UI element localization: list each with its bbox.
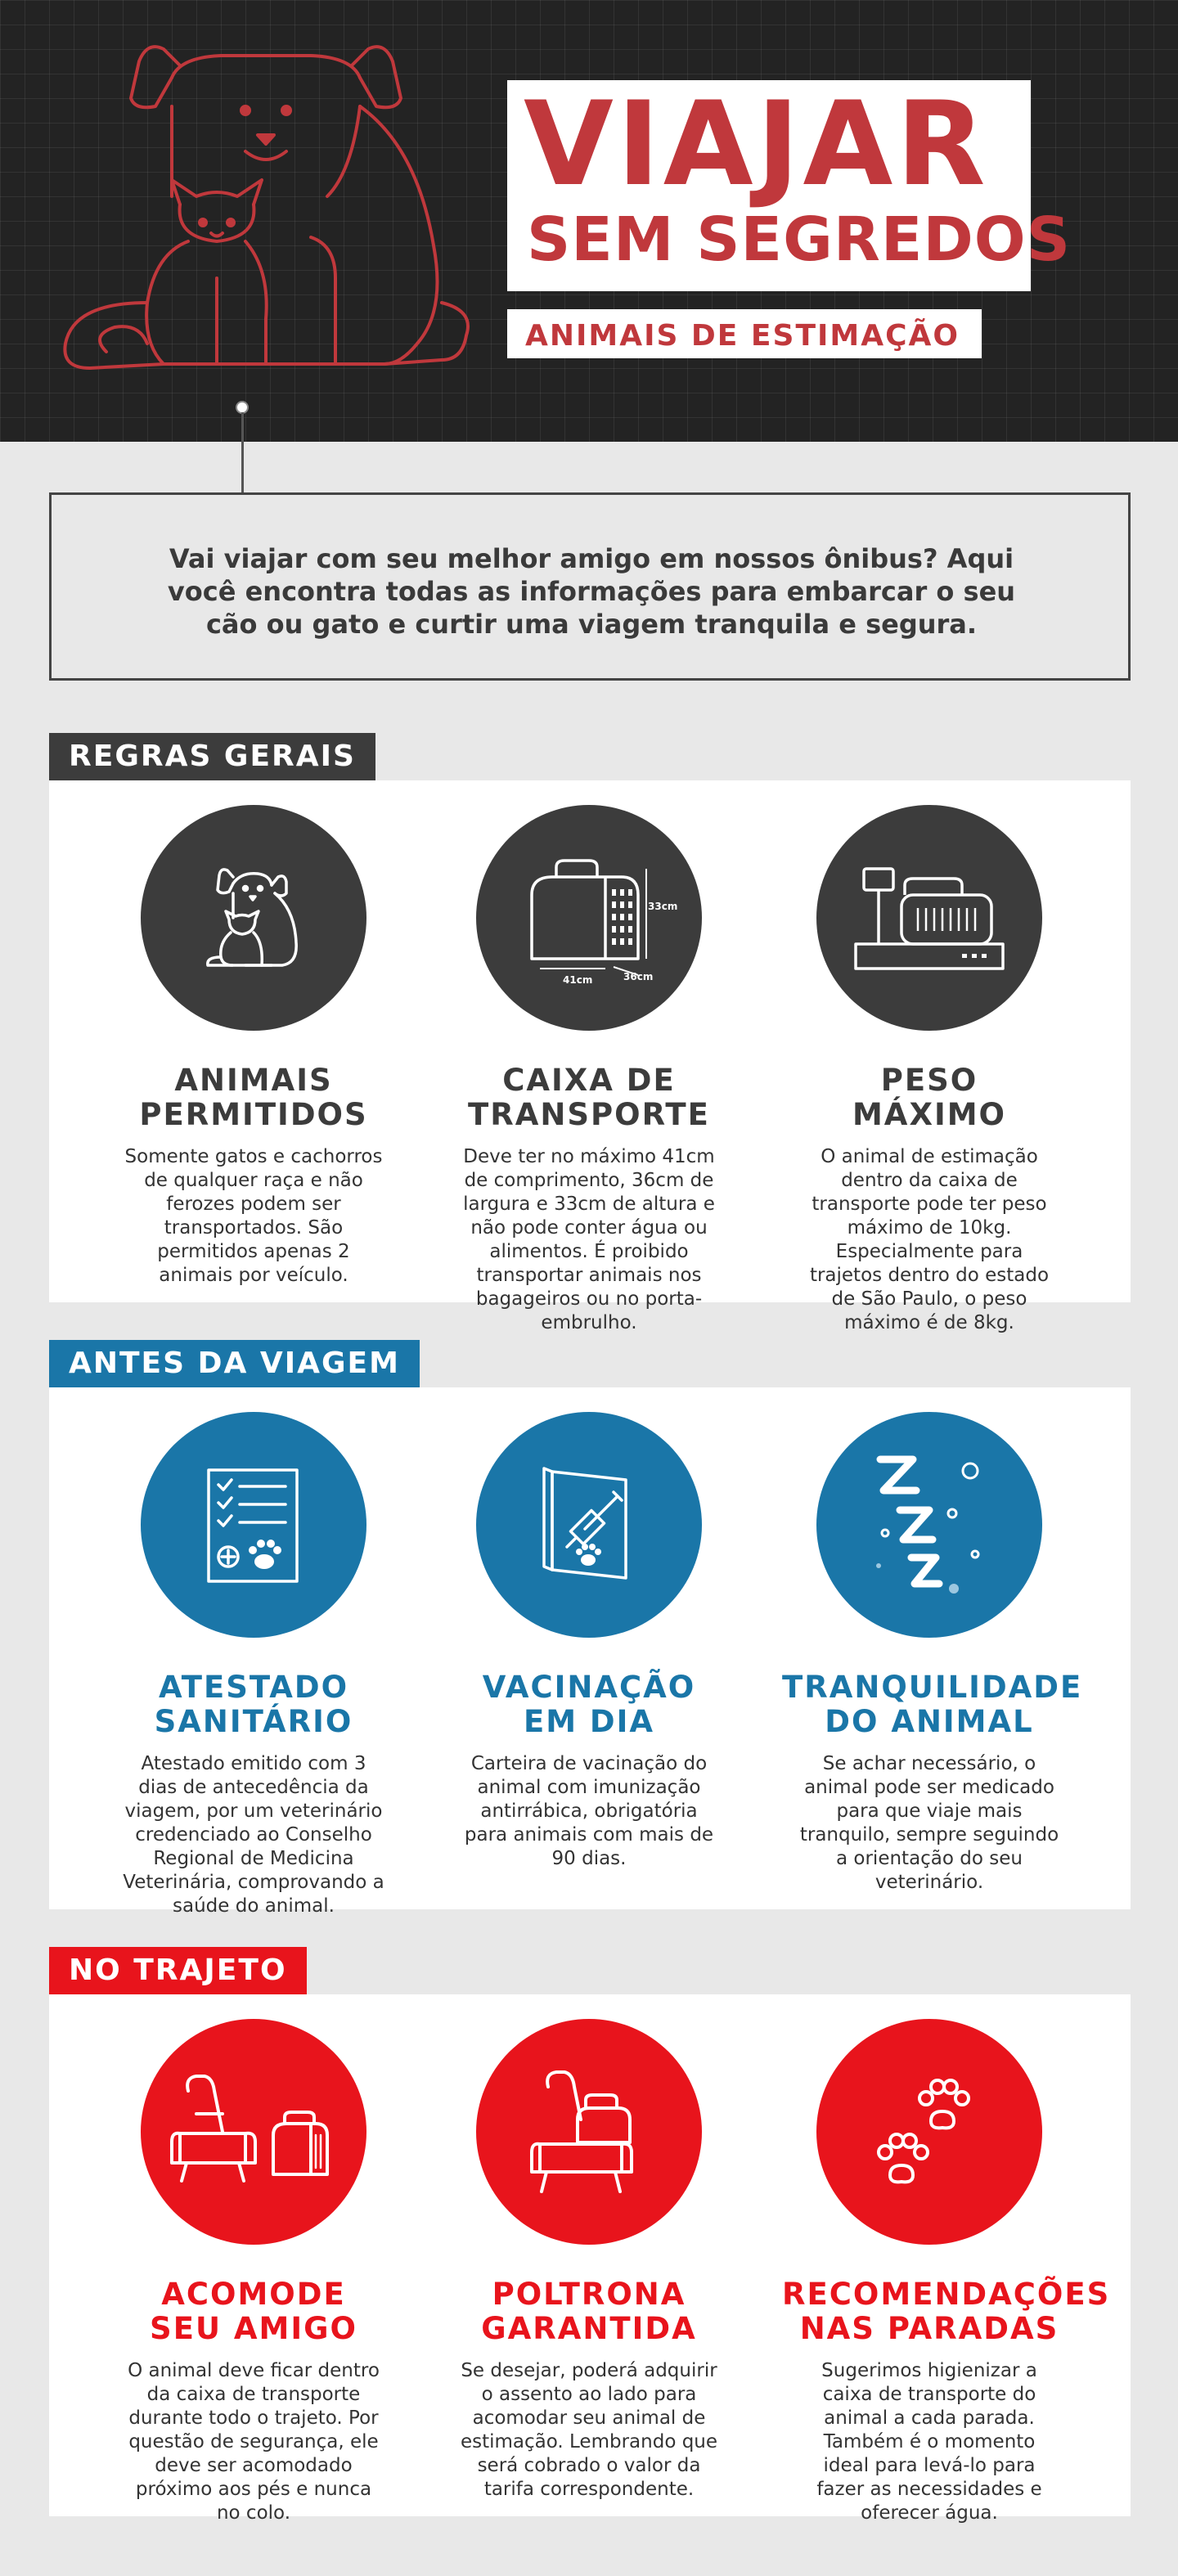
card-title: RECOMENDAÇÕES NAS PARADAS	[782, 2277, 1111, 2346]
card-text: Somente gatos e cachorros de qualquer raça e não ferozes podem ser transportados. São permitidos apenas 2 animais por veículo.	[124, 1146, 383, 1286]
page-title-second-line: SEM SEGREDOS	[527, 205, 1071, 275]
card-text: Deve ter no máximo 41cm de comprimento, 36cm de largura e 33cm de altura e não pode conter água ou alimentos. É proibido transportar animais nos bagageiros ou no porta-embrulho.	[463, 1146, 715, 1333]
intro-box	[49, 492, 1131, 681]
panel-regras-gerais	[49, 780, 1131, 1333]
card-title: PESO MÁXIMO	[852, 1063, 1007, 1132]
page-title: VIAJAR	[524, 77, 989, 212]
pet-carrier-icon	[476, 805, 702, 1031]
scale-icon	[816, 805, 1042, 1031]
seat-icon	[476, 2019, 702, 2245]
section-title-no-trajeto: NO TRAJETO	[49, 1947, 307, 1994]
subtitle-box	[507, 309, 982, 358]
section-title-antes-da-viagem: ANTES DA VIAGEM	[49, 1340, 420, 1387]
card-title: VACINAÇÃO EM DIA	[482, 1670, 696, 1739]
card-text: Sugerimos higienizar a caixa de transporte do animal a cada parada. Também é o momento ideal para levá-lo para fazer as necessidades e oferecer água.	[816, 2360, 1042, 2524]
health-certificate-icon	[141, 1412, 366, 1638]
paws-icon	[816, 2019, 1042, 2245]
card-text: Atestado emitido com 3 dias de antecedência da viagem, por um veterinário credenciado ao Conselho Regional de Medicina Veterinária, comprovando a saúde do animal.	[123, 1753, 384, 1917]
card-title: POLTRONA GARANTIDA	[481, 2277, 697, 2346]
card-title: ACOMODE SEU AMIGO	[150, 2277, 357, 2346]
panel-no-trajeto	[49, 1994, 1131, 2524]
intro-text: Vai viajar com seu melhor amigo em nossos ônibus? Aqui você encontra todas as informações para embarcar o seu cão ou gato e curtir uma viagem tranquila e segura.	[167, 543, 1016, 640]
dog-cat-icon	[141, 805, 366, 1031]
card-text: Carteira de vacinação do animal com imunização antirrábica, obrigatória para animais com mais de 90 dias.	[464, 1753, 714, 1869]
card-title: ANIMAIS PERMITIDOS	[139, 1063, 368, 1132]
card-text: Se achar necessário, o animal pode ser medicado para que viaje mais tranquilo, sempre seguindo a orientação do seu veterinário.	[799, 1753, 1059, 1893]
card-title: CAIXA DE TRANSPORTE	[468, 1063, 710, 1132]
panel-antes-da-viagem	[49, 1387, 1131, 1917]
carrier-width-label: 36cm	[623, 971, 654, 982]
card-title: ATESTADO SANITÁRIO	[154, 1670, 353, 1739]
hero-banner	[0, 0, 1178, 442]
card-text: O animal deve ficar dentro da caixa de transporte durante todo o trajeto. Por questão de segurança, ele deve ser acomodado próximo aos pés e nunca no colo.	[128, 2360, 380, 2524]
vaccination-card-icon	[476, 1412, 702, 1638]
carrier-height-label: 33cm	[648, 901, 678, 912]
section-title-regras-gerais: REGRAS GERAIS	[49, 733, 375, 780]
card-text: Se desejar, poderá adquirir o assento ao lado para acomodar seu animal de estimação. Lembrando que será cobrado o valor da tarifa correspondente.	[460, 2360, 718, 2500]
dog-cat-outline-illustration	[57, 33, 499, 393]
card-title: TRANQUILIDADE DO ANIMAL	[782, 1670, 1083, 1739]
card-text: O animal de estimação dentro da caixa de transporte pode ter peso máximo de 10kg. Especialmente para trajetos dentro do estado de São Paulo, o peso máximo é de 8kg.	[809, 1146, 1050, 1333]
page-subtitle: ANIMAIS DE ESTIMAÇÃO	[525, 319, 960, 353]
seat-carrier-icon	[141, 2019, 366, 2245]
connector-line	[241, 412, 244, 494]
sleep-icon	[816, 1412, 1042, 1638]
carrier-length-label: 41cm	[563, 974, 593, 986]
title-box	[507, 77, 1071, 291]
